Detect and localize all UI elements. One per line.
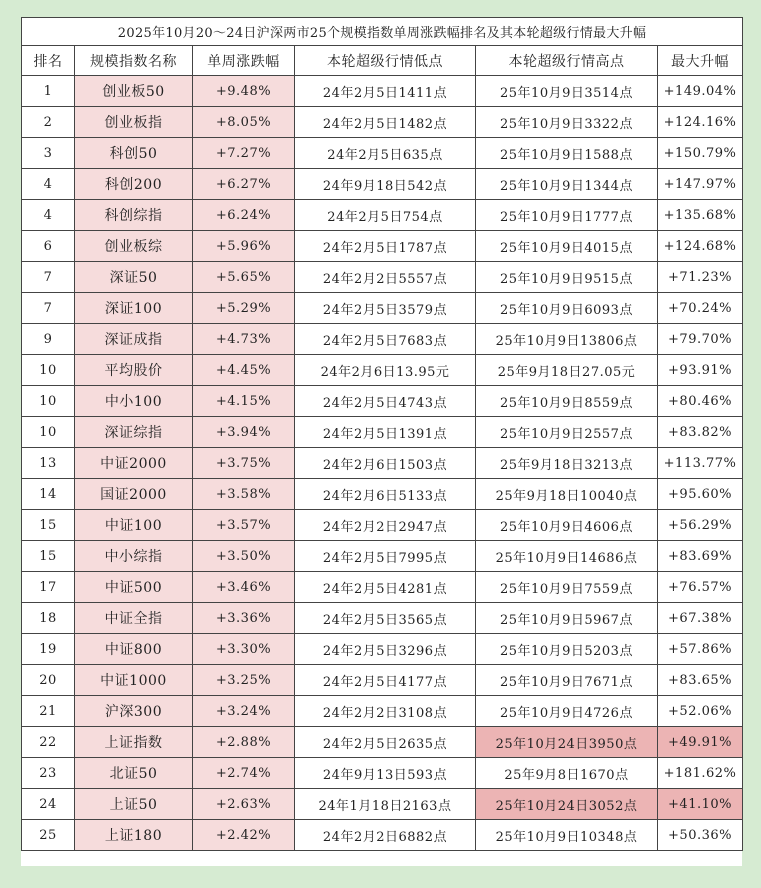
weekly-change-cell: +6.27% [193, 169, 295, 200]
table-row [22, 324, 743, 355]
table-row [22, 107, 743, 138]
cycle-high-cell: 25年10月24日3950点 [476, 727, 658, 758]
table-row [22, 603, 743, 634]
table-row [22, 696, 743, 727]
max-gain-cell: +79.70% [658, 324, 743, 355]
rank-cell: 4 [22, 169, 75, 200]
cycle-low-cell: 24年2月5日3565点 [295, 603, 476, 634]
cycle-low-cell: 24年2月5日635点 [295, 138, 476, 169]
max-gain-cell: +124.68% [658, 231, 743, 262]
rank-cell: 6 [22, 231, 75, 262]
index-name-cell: 创业板综 [75, 231, 193, 262]
max-gain-cell: +80.46% [658, 386, 743, 417]
index-name-cell: 中证全指 [75, 603, 193, 634]
cycle-low-cell: 24年2月6日13.95元 [295, 355, 476, 386]
cycle-high-cell: 25年10月9日4015点 [476, 231, 658, 262]
index-name-cell: 科创综指 [75, 200, 193, 231]
header-row [22, 46, 743, 76]
cycle-low-cell: 24年2月5日1391点 [295, 417, 476, 448]
cycle-high-cell: 25年10月9日4606点 [476, 510, 658, 541]
max-gain-cell: +83.65% [658, 665, 743, 696]
rank-cell: 7 [22, 293, 75, 324]
cycle-low-cell: 24年2月5日4743点 [295, 386, 476, 417]
max-gain-cell: +150.79% [658, 138, 743, 169]
header-rank: 排名 [22, 46, 75, 76]
index-ranking-table [21, 17, 743, 851]
max-gain-cell: +52.06% [658, 696, 743, 727]
cycle-low-cell: 24年2月5日4281点 [295, 572, 476, 603]
max-gain-cell: +41.10% [658, 789, 743, 820]
index-name-cell: 深证综指 [75, 417, 193, 448]
cycle-low-cell: 24年2月2日5557点 [295, 262, 476, 293]
rank-cell: 7 [22, 262, 75, 293]
cycle-low-cell: 24年2月5日1787点 [295, 231, 476, 262]
header-weekly-change: 单周涨跌幅 [193, 46, 295, 76]
max-gain-cell: +93.91% [658, 355, 743, 386]
cycle-high-cell: 25年10月9日3514点 [476, 76, 658, 107]
max-gain-cell: +124.16% [658, 107, 743, 138]
cycle-high-cell: 25年10月9日7671点 [476, 665, 658, 696]
cycle-high-cell: 25年10月9日8559点 [476, 386, 658, 417]
table-row [22, 417, 743, 448]
index-name-cell: 中证2000 [75, 448, 193, 479]
rank-cell: 2 [22, 107, 75, 138]
table-row [22, 820, 743, 851]
cycle-high-cell: 25年10月9日13806点 [476, 324, 658, 355]
weekly-change-cell: +3.75% [193, 448, 295, 479]
weekly-change-cell: +3.36% [193, 603, 295, 634]
max-gain-cell: +57.86% [658, 634, 743, 665]
rank-cell: 1 [22, 76, 75, 107]
index-name-cell: 上证180 [75, 820, 193, 851]
max-gain-cell: +149.04% [658, 76, 743, 107]
cycle-low-cell: 24年2月6日5133点 [295, 479, 476, 510]
cycle-low-cell: 24年2月2日3108点 [295, 696, 476, 727]
table-row [22, 789, 743, 820]
table-row [22, 665, 743, 696]
rank-cell: 18 [22, 603, 75, 634]
rank-cell: 3 [22, 138, 75, 169]
weekly-change-cell: +2.42% [193, 820, 295, 851]
max-gain-cell: +67.38% [658, 603, 743, 634]
rank-cell: 20 [22, 665, 75, 696]
rank-cell: 17 [22, 572, 75, 603]
table-row [22, 262, 743, 293]
rank-cell: 10 [22, 355, 75, 386]
weekly-change-cell: +6.24% [193, 200, 295, 231]
max-gain-cell: +49.91% [658, 727, 743, 758]
header-index-name: 规模指数名称 [75, 46, 193, 76]
index-name-cell: 深证成指 [75, 324, 193, 355]
weekly-change-cell: +3.58% [193, 479, 295, 510]
cycle-low-cell: 24年2月5日4177点 [295, 665, 476, 696]
cycle-high-cell: 25年10月9日5967点 [476, 603, 658, 634]
table-row [22, 510, 743, 541]
rank-cell: 21 [22, 696, 75, 727]
cycle-high-cell: 25年10月9日7559点 [476, 572, 658, 603]
header-max-gain: 最大升幅 [658, 46, 743, 76]
table-title: 2025年10月20～24日沪深两市25个规模指数单周涨跌幅排名及其本轮超级行情最大升幅 [22, 18, 743, 46]
weekly-change-cell: +4.45% [193, 355, 295, 386]
table-row [22, 386, 743, 417]
rank-cell: 15 [22, 541, 75, 572]
weekly-change-cell: +5.29% [193, 293, 295, 324]
weekly-change-cell: +3.57% [193, 510, 295, 541]
table-row [22, 293, 743, 324]
table-row [22, 138, 743, 169]
index-name-cell: 国证2000 [75, 479, 193, 510]
cycle-high-cell: 25年9月8日1670点 [476, 758, 658, 789]
weekly-change-cell: +3.24% [193, 696, 295, 727]
cycle-high-cell: 25年10月9日6093点 [476, 293, 658, 324]
index-name-cell: 中证800 [75, 634, 193, 665]
rank-cell: 25 [22, 820, 75, 851]
rank-cell: 4 [22, 200, 75, 231]
cycle-high-cell: 25年10月9日1777点 [476, 200, 658, 231]
cycle-high-cell: 25年10月24日3052点 [476, 789, 658, 820]
weekly-change-cell: +3.30% [193, 634, 295, 665]
index-name-cell: 平均股价 [75, 355, 193, 386]
index-name-cell: 科创50 [75, 138, 193, 169]
max-gain-cell: +113.77% [658, 448, 743, 479]
index-name-cell: 上证50 [75, 789, 193, 820]
max-gain-cell: +76.57% [658, 572, 743, 603]
cycle-low-cell: 24年1月18日2163点 [295, 789, 476, 820]
rank-cell: 19 [22, 634, 75, 665]
cycle-high-cell: 25年10月9日2557点 [476, 417, 658, 448]
max-gain-cell: +83.82% [658, 417, 743, 448]
table-row [22, 727, 743, 758]
max-gain-cell: +181.62% [658, 758, 743, 789]
cycle-low-cell: 24年2月5日754点 [295, 200, 476, 231]
rank-cell: 15 [22, 510, 75, 541]
cycle-high-cell: 25年10月9日10348点 [476, 820, 658, 851]
weekly-change-cell: +3.46% [193, 572, 295, 603]
cycle-low-cell: 24年2月5日7995点 [295, 541, 476, 572]
max-gain-cell: +83.69% [658, 541, 743, 572]
cycle-low-cell: 24年9月18日542点 [295, 169, 476, 200]
index-name-cell: 科创200 [75, 169, 193, 200]
rank-cell: 13 [22, 448, 75, 479]
index-name-cell: 沪深300 [75, 696, 193, 727]
table-row [22, 200, 743, 231]
rank-cell: 10 [22, 386, 75, 417]
table-row [22, 634, 743, 665]
table-row [22, 479, 743, 510]
weekly-change-cell: +3.25% [193, 665, 295, 696]
cycle-high-cell: 25年10月9日5203点 [476, 634, 658, 665]
rank-cell: 23 [22, 758, 75, 789]
weekly-change-cell: +4.73% [193, 324, 295, 355]
max-gain-cell: +95.60% [658, 479, 743, 510]
table-row [22, 231, 743, 262]
cycle-low-cell: 24年2月2日2947点 [295, 510, 476, 541]
cycle-high-cell: 25年10月9日3322点 [476, 107, 658, 138]
max-gain-cell: +70.24% [658, 293, 743, 324]
cycle-high-cell: 25年10月9日4726点 [476, 696, 658, 727]
table-row [22, 76, 743, 107]
table-body [22, 76, 743, 851]
cycle-low-cell: 24年2月2日6882点 [295, 820, 476, 851]
table-row [22, 758, 743, 789]
cycle-high-cell: 25年9月18日3213点 [476, 448, 658, 479]
max-gain-cell: +135.68% [658, 200, 743, 231]
index-name-cell: 深证100 [75, 293, 193, 324]
weekly-change-cell: +2.88% [193, 727, 295, 758]
table-row [22, 448, 743, 479]
rank-cell: 14 [22, 479, 75, 510]
cycle-low-cell: 24年2月5日2635点 [295, 727, 476, 758]
rank-cell: 24 [22, 789, 75, 820]
header-cycle-high: 本轮超级行情高点 [476, 46, 658, 76]
rank-cell: 22 [22, 727, 75, 758]
ranking-sheet [21, 17, 742, 866]
index-name-cell: 深证50 [75, 262, 193, 293]
index-name-cell: 创业板50 [75, 76, 193, 107]
index-name-cell: 中证100 [75, 510, 193, 541]
weekly-change-cell: +2.74% [193, 758, 295, 789]
weekly-change-cell: +4.15% [193, 386, 295, 417]
cycle-low-cell: 24年2月5日3579点 [295, 293, 476, 324]
index-name-cell: 中小100 [75, 386, 193, 417]
weekly-change-cell: +3.50% [193, 541, 295, 572]
cycle-high-cell: 25年9月18日10040点 [476, 479, 658, 510]
weekly-change-cell: +8.05% [193, 107, 295, 138]
weekly-change-cell: +5.96% [193, 231, 295, 262]
table-row [22, 541, 743, 572]
max-gain-cell: +56.29% [658, 510, 743, 541]
weekly-change-cell: +7.27% [193, 138, 295, 169]
header-cycle-low: 本轮超级行情低点 [295, 46, 476, 76]
cycle-high-cell: 25年10月9日14686点 [476, 541, 658, 572]
weekly-change-cell: +9.48% [193, 76, 295, 107]
cycle-high-cell: 25年10月9日1344点 [476, 169, 658, 200]
index-name-cell: 创业板指 [75, 107, 193, 138]
max-gain-cell: +50.36% [658, 820, 743, 851]
cycle-high-cell: 25年10月9日1588点 [476, 138, 658, 169]
cycle-low-cell: 24年9月13日593点 [295, 758, 476, 789]
table-row [22, 169, 743, 200]
index-name-cell: 上证指数 [75, 727, 193, 758]
rank-cell: 10 [22, 417, 75, 448]
cycle-high-cell: 25年9月18日27.05元 [476, 355, 658, 386]
index-name-cell: 中证1000 [75, 665, 193, 696]
table-row [22, 572, 743, 603]
table-row [22, 355, 743, 386]
cycle-low-cell: 24年2月6日1503点 [295, 448, 476, 479]
max-gain-cell: +71.23% [658, 262, 743, 293]
index-name-cell: 中证500 [75, 572, 193, 603]
cycle-low-cell: 24年2月5日1411点 [295, 76, 476, 107]
cycle-high-cell: 25年10月9日9515点 [476, 262, 658, 293]
rank-cell: 9 [22, 324, 75, 355]
weekly-change-cell: +2.63% [193, 789, 295, 820]
cycle-low-cell: 24年2月5日3296点 [295, 634, 476, 665]
cycle-low-cell: 24年2月5日7683点 [295, 324, 476, 355]
weekly-change-cell: +5.65% [193, 262, 295, 293]
weekly-change-cell: +3.94% [193, 417, 295, 448]
cycle-low-cell: 24年2月5日1482点 [295, 107, 476, 138]
index-name-cell: 北证50 [75, 758, 193, 789]
index-name-cell: 中小综指 [75, 541, 193, 572]
max-gain-cell: +147.97% [658, 169, 743, 200]
